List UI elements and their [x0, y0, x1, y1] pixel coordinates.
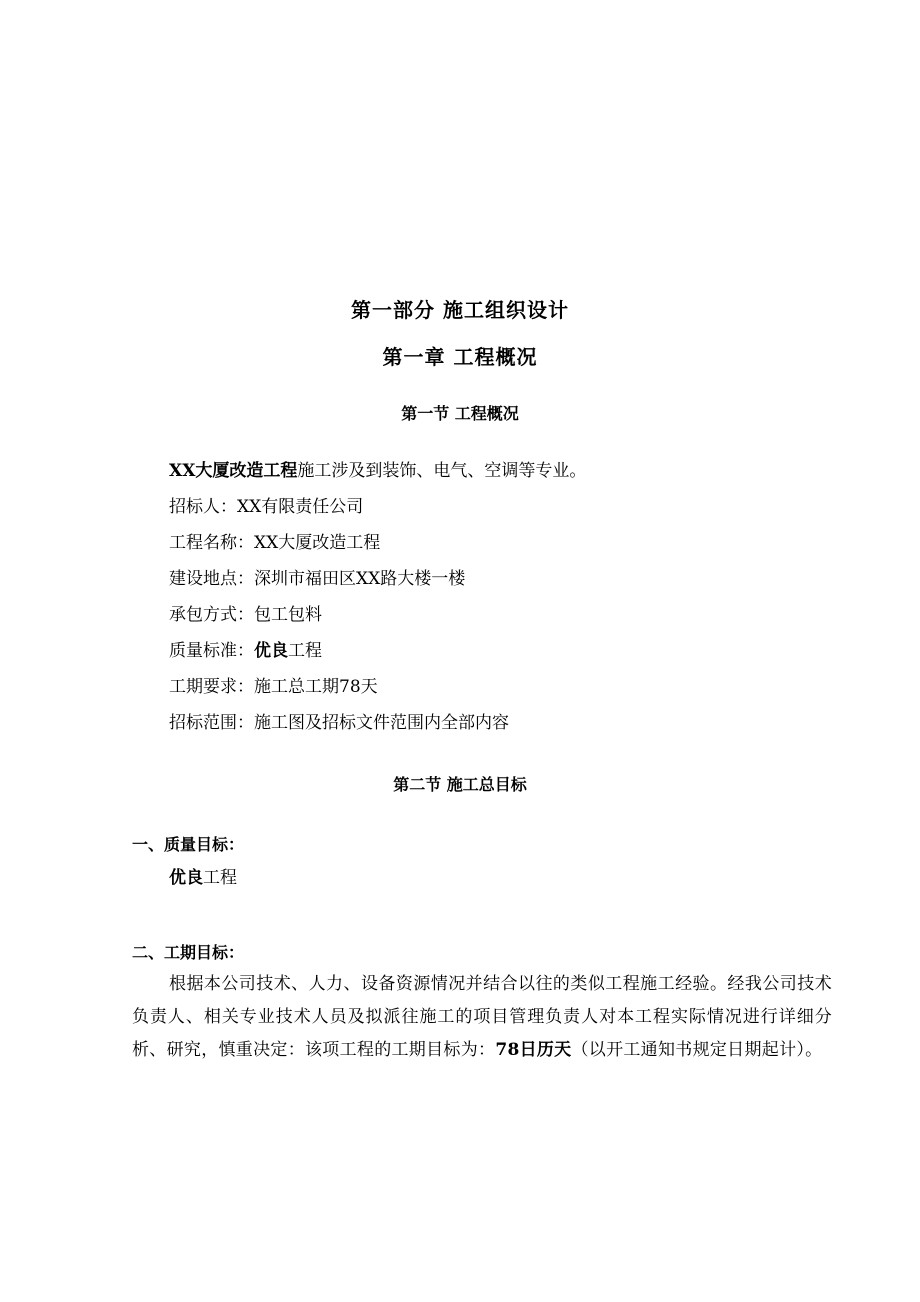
- quality-label: 质量标准：: [169, 641, 254, 661]
- duration-goal-heading: 二、工期目标：: [132, 943, 245, 962]
- info-contract-type: 承包方式：包工包料: [169, 605, 322, 625]
- duration-goal-paragraph: [132, 968, 832, 1067]
- quality-goal-heading: 一、质量目标：: [132, 835, 245, 854]
- info-location: 建设地点：深圳市福田区XX路大楼一楼: [169, 569, 466, 589]
- info-scope: 招标范围：施工图及招标文件范围内全部内容: [169, 713, 509, 733]
- quality-goal-body: [169, 867, 237, 889]
- quality-goal-rest: 工程: [203, 868, 237, 888]
- info-duration: 工期要求：施工总工期78天: [169, 677, 378, 697]
- intro-line: [169, 460, 586, 482]
- intro-text: 施工涉及到装饰、电气、空调等专业。: [297, 461, 587, 481]
- quality-value-rest: 工程: [288, 641, 322, 661]
- info-tenderer: 招标人：XX有限责任公司: [169, 497, 364, 517]
- chapter-title: 第一章 工程概况: [382, 345, 538, 369]
- part-title: 第一部分 施工组织设计: [351, 298, 569, 322]
- duration-goal-text-1: 根据本公司技术、人力、设备资源情况并结合以往的类似工程施工经验。经我公司技术负责人、相关专业技术人员及拟派往施工的项目管理负责人对本工程实际情况进行详细分析、研究，慎重决定：该项工程的工期目标为：: [132, 974, 832, 1060]
- section-2-title: 第二节 施工总目标: [393, 775, 527, 794]
- duration-goal-days: 78日历天: [495, 1040, 572, 1060]
- info-quality-standard: [169, 640, 322, 662]
- duration-goal-text-2: （以开工通知书规定日期起计）。: [571, 1040, 823, 1060]
- info-project-name: 工程名称：XX大厦改造工程: [169, 533, 381, 553]
- section-1-title: 第一节 工程概况: [401, 404, 519, 423]
- quality-value-bold: 优良: [254, 641, 288, 661]
- intro-project-name: XX大厦改造工程: [169, 461, 298, 481]
- quality-goal-bold: 优良: [169, 868, 203, 888]
